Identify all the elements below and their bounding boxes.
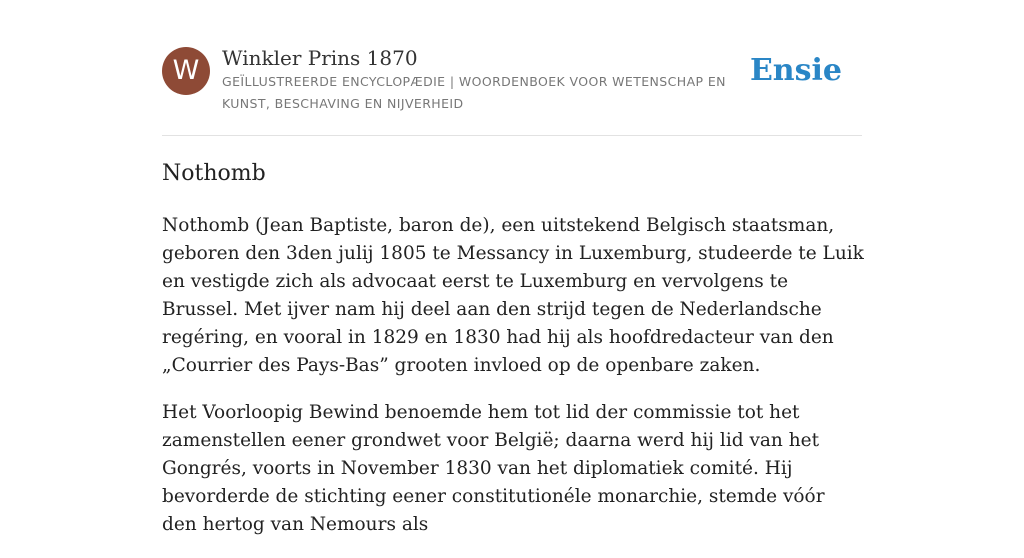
- article-paragraph: Nothomb (Jean Baptiste, baron de), een uitstekend Belgisch staatsman, geboren den 3den julij 1805 te Messancy in Luxemburg, studeerde te Luik en vestigde zich als advocaat eerst te Luxemburg en vervolgens te Brussel. Met ijver nam hij deel aan den strijd tegen de Nederlandsche regéring, en vooral in 1829 en 1830 had hij als hoofdredacteur van den „Courrier des Pays-Bas” grooten invloed op de openbare zaken.: [162, 215, 864, 376]
- article-title: Nothomb: [162, 161, 266, 186]
- book-subtitle: GEÏLLUSTREERDE ENCYCLOPÆDIE | WOORDENBOEK VOOR WETENSCHAP EN KUNST, BESCHAVING EN NIJVERHEID: [222, 74, 726, 111]
- avatar[interactable]: W: [162, 47, 210, 95]
- book-title-link[interactable]: Winkler Prins 1870: [222, 46, 418, 70]
- article-body: [162, 212, 865, 558]
- header: [162, 44, 862, 136]
- ensie-logo-link[interactable]: Ensie: [749, 53, 842, 88]
- article-paragraph: Het Voorloopig Bewind benoemde hem tot lid der commissie tot het zamenstellen eener grondwet voor België; daarna werd hij lid van het Gongrés, voorts in November 1830 van het diplomatiek comité. Hij bevorderde de stichting eener constitutionéle monarchie, stemde vóór den hertog van Nemours als: [162, 402, 825, 535]
